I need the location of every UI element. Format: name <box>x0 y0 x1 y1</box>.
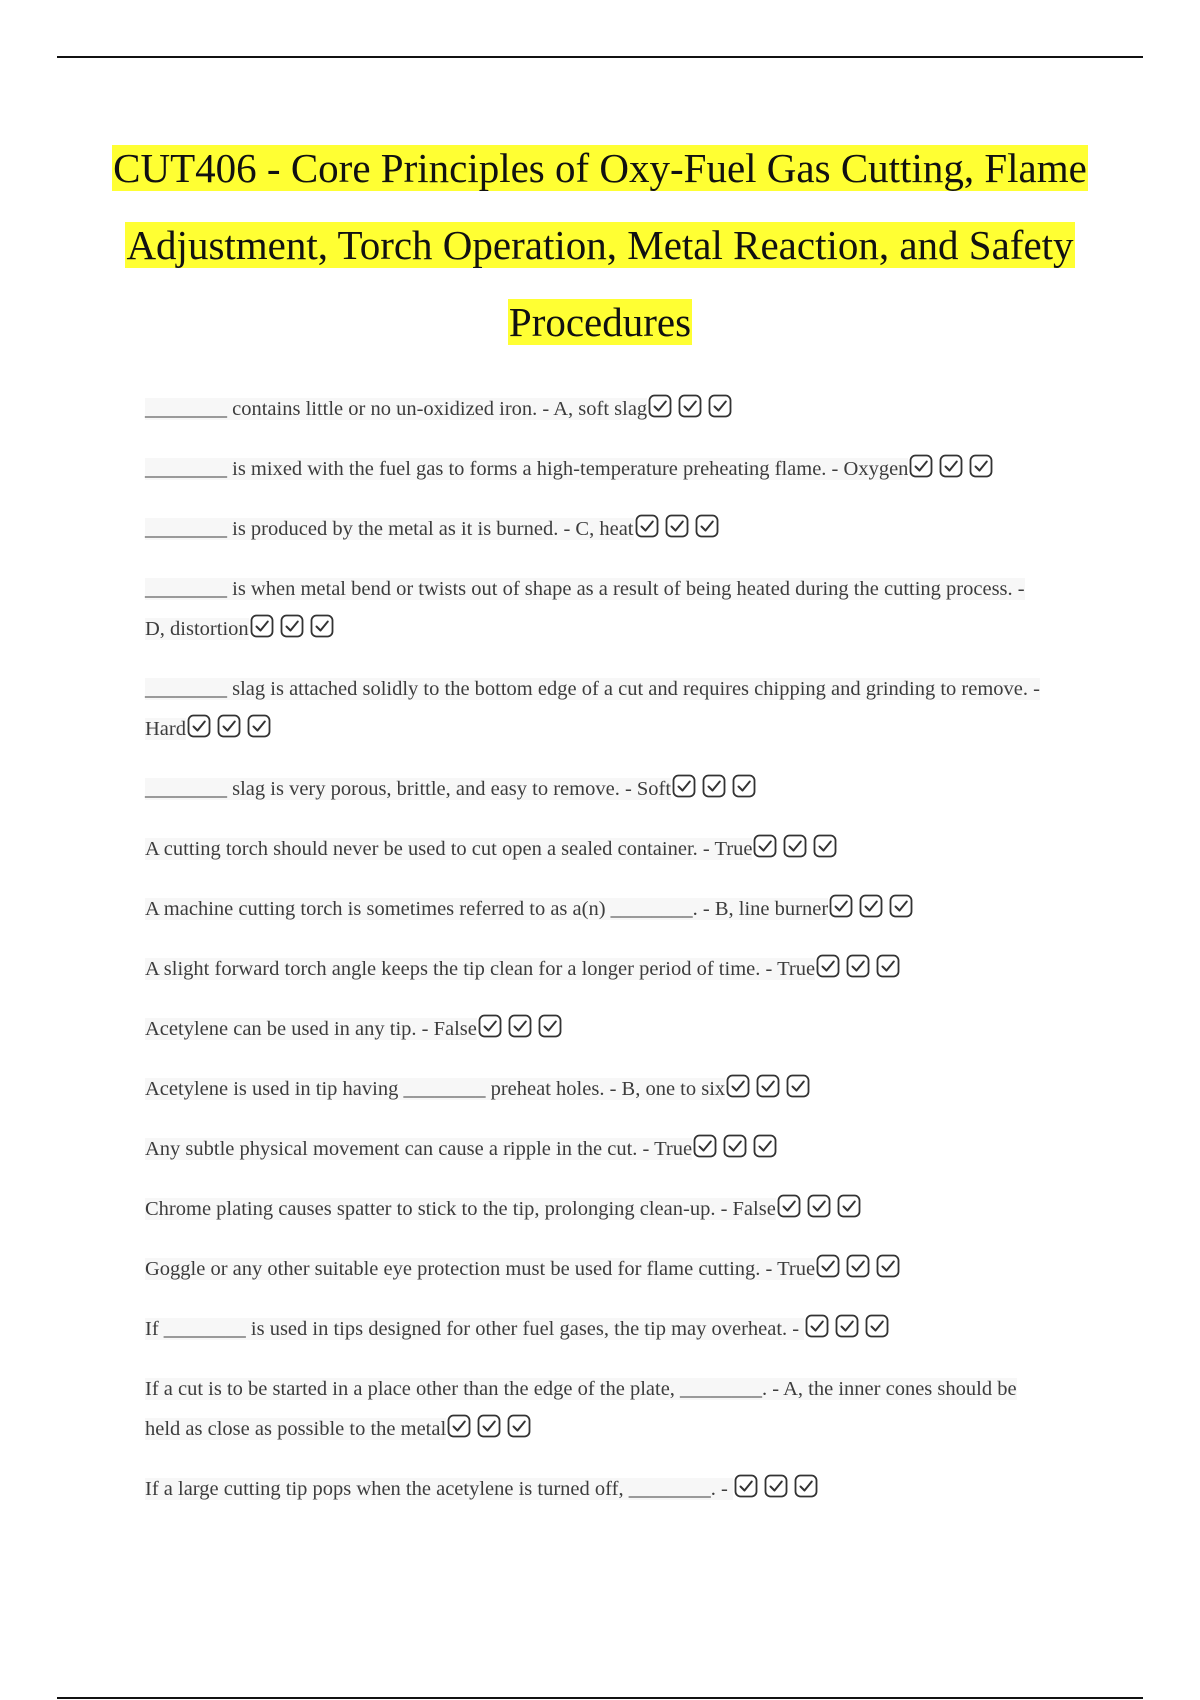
check-box-icon <box>695 514 719 538</box>
check-marks <box>776 1194 861 1218</box>
check-box-icon <box>846 954 870 978</box>
title-highlight: CUT406 - Core Principles of Oxy-Fuel Gas Cutting, Flame Adjustment, Torch Operation, Metal Reaction, and Safety Procedures <box>113 145 1087 345</box>
check-box-icon <box>753 834 777 858</box>
question-item <box>145 889 1045 929</box>
check-marks <box>446 1414 531 1438</box>
check-marks <box>804 1314 889 1338</box>
question-item <box>145 509 1045 549</box>
check-box-icon <box>726 1074 750 1098</box>
check-marks <box>815 954 900 978</box>
check-marks <box>725 1074 810 1098</box>
check-box-icon <box>846 1254 870 1278</box>
check-box-icon <box>693 1134 717 1158</box>
check-box-icon <box>247 714 271 738</box>
question-item <box>145 569 1045 649</box>
check-box-icon <box>702 774 726 798</box>
check-marks <box>908 454 993 478</box>
check-box-icon <box>477 1414 501 1438</box>
question-text: Any subtle physical movement can cause a ripple in the cut. - True <box>145 1138 693 1160</box>
question-text: ________ is when metal bend or twists out of shape as a result of being heated during the cutting process. - D, distortion <box>145 578 1025 640</box>
check-box-icon <box>939 454 963 478</box>
check-box-icon <box>816 1254 840 1278</box>
check-box-icon <box>665 514 689 538</box>
question-text: Acetylene is used in tip having ________ preheat holes. - B, one to six <box>145 1078 726 1100</box>
check-box-icon <box>794 1474 818 1498</box>
check-box-icon <box>777 1194 801 1218</box>
check-marks <box>733 1474 818 1498</box>
check-box-icon <box>786 1074 810 1098</box>
question-item <box>145 1249 1045 1289</box>
question-text: ________ slag is attached solidly to the bottom edge of a cut and requires chipping and grinding to remove. - Hard <box>145 678 1040 740</box>
check-marks <box>692 1134 777 1158</box>
question-item <box>145 449 1045 489</box>
check-box-icon <box>732 774 756 798</box>
check-marks <box>249 614 334 638</box>
question-text: If a large cutting tip pops when the acetylene is turned off, ________. - <box>145 1478 733 1500</box>
check-box-icon <box>876 954 900 978</box>
check-marks <box>671 774 756 798</box>
check-box-icon <box>478 1014 502 1038</box>
question-item <box>145 1369 1045 1449</box>
question-text: ________ is produced by the metal as it is burned. - C, heat <box>145 518 634 540</box>
check-box-icon <box>764 1474 788 1498</box>
check-box-icon <box>708 394 732 418</box>
question-item <box>145 1069 1045 1109</box>
check-box-icon <box>635 514 659 538</box>
check-box-icon <box>648 394 672 418</box>
check-box-icon <box>837 1194 861 1218</box>
question-text: If a cut is to be started in a place other than the edge of the plate, ________. - A, the inner cones should be held as close as possible to the metal <box>145 1378 1017 1440</box>
check-box-icon <box>538 1014 562 1038</box>
question-text: A slight forward torch angle keeps the tip clean for a longer period of time. - True <box>145 958 816 980</box>
check-box-icon <box>783 834 807 858</box>
check-box-icon <box>756 1074 780 1098</box>
check-box-icon <box>507 1414 531 1438</box>
check-box-icon <box>865 1314 889 1338</box>
question-item <box>145 1009 1045 1049</box>
check-box-icon <box>217 714 241 738</box>
check-marks <box>477 1014 562 1038</box>
check-box-icon <box>310 614 334 638</box>
check-marks <box>752 834 837 858</box>
question-text: ________ is mixed with the fuel gas to forms a high-temperature preheating flame. - Oxygen <box>145 458 909 480</box>
check-box-icon <box>734 1474 758 1498</box>
question-text: Chrome plating causes spatter to stick to the tip, prolonging clean-up. - False <box>145 1198 776 1220</box>
check-box-icon <box>829 894 853 918</box>
check-marks <box>828 894 913 918</box>
question-item <box>145 1469 1045 1509</box>
question-item <box>145 829 1045 869</box>
question-text: A cutting torch should never be used to cut open a sealed container. - True <box>145 838 753 860</box>
check-marks <box>647 394 732 418</box>
check-box-icon <box>187 714 211 738</box>
question-text: Acetylene can be used in any tip. - False <box>145 1018 477 1040</box>
question-item <box>145 769 1045 809</box>
check-box-icon <box>447 1414 471 1438</box>
check-marks <box>815 1254 900 1278</box>
check-box-icon <box>678 394 702 418</box>
check-box-icon <box>753 1134 777 1158</box>
check-box-icon <box>835 1314 859 1338</box>
question-text: A machine cutting torch is sometimes referred to as a(n) ________. - B, line burner <box>145 898 829 920</box>
question-item <box>145 1129 1045 1169</box>
check-box-icon <box>508 1014 532 1038</box>
document-title <box>100 130 1100 361</box>
check-marks <box>634 514 719 538</box>
check-box-icon <box>909 454 933 478</box>
question-list <box>145 389 1045 1509</box>
check-box-icon <box>816 954 840 978</box>
question-item <box>145 1189 1045 1229</box>
question-text: If ________ is used in tips designed for other fuel gases, the tip may overheat. - <box>145 1318 805 1340</box>
check-box-icon <box>813 834 837 858</box>
question-text: ________ slag is very porous, brittle, and easy to remove. - Soft <box>145 778 672 800</box>
question-item <box>145 669 1045 749</box>
check-box-icon <box>859 894 883 918</box>
check-box-icon <box>672 774 696 798</box>
check-box-icon <box>280 614 304 638</box>
question-item <box>145 1309 1045 1349</box>
check-box-icon <box>807 1194 831 1218</box>
question-text: ________ contains little or no un-oxidized iron. - A, soft slag <box>145 398 648 420</box>
check-marks <box>186 714 271 738</box>
check-box-icon <box>805 1314 829 1338</box>
check-box-icon <box>876 1254 900 1278</box>
top-rule <box>57 56 1143 58</box>
question-item <box>145 389 1045 429</box>
check-box-icon <box>889 894 913 918</box>
check-box-icon <box>250 614 274 638</box>
check-box-icon <box>969 454 993 478</box>
check-box-icon <box>723 1134 747 1158</box>
question-text: Goggle or any other suitable eye protection must be used for flame cutting. - True <box>145 1258 816 1280</box>
bottom-rule <box>57 1697 1143 1699</box>
question-item <box>145 949 1045 989</box>
